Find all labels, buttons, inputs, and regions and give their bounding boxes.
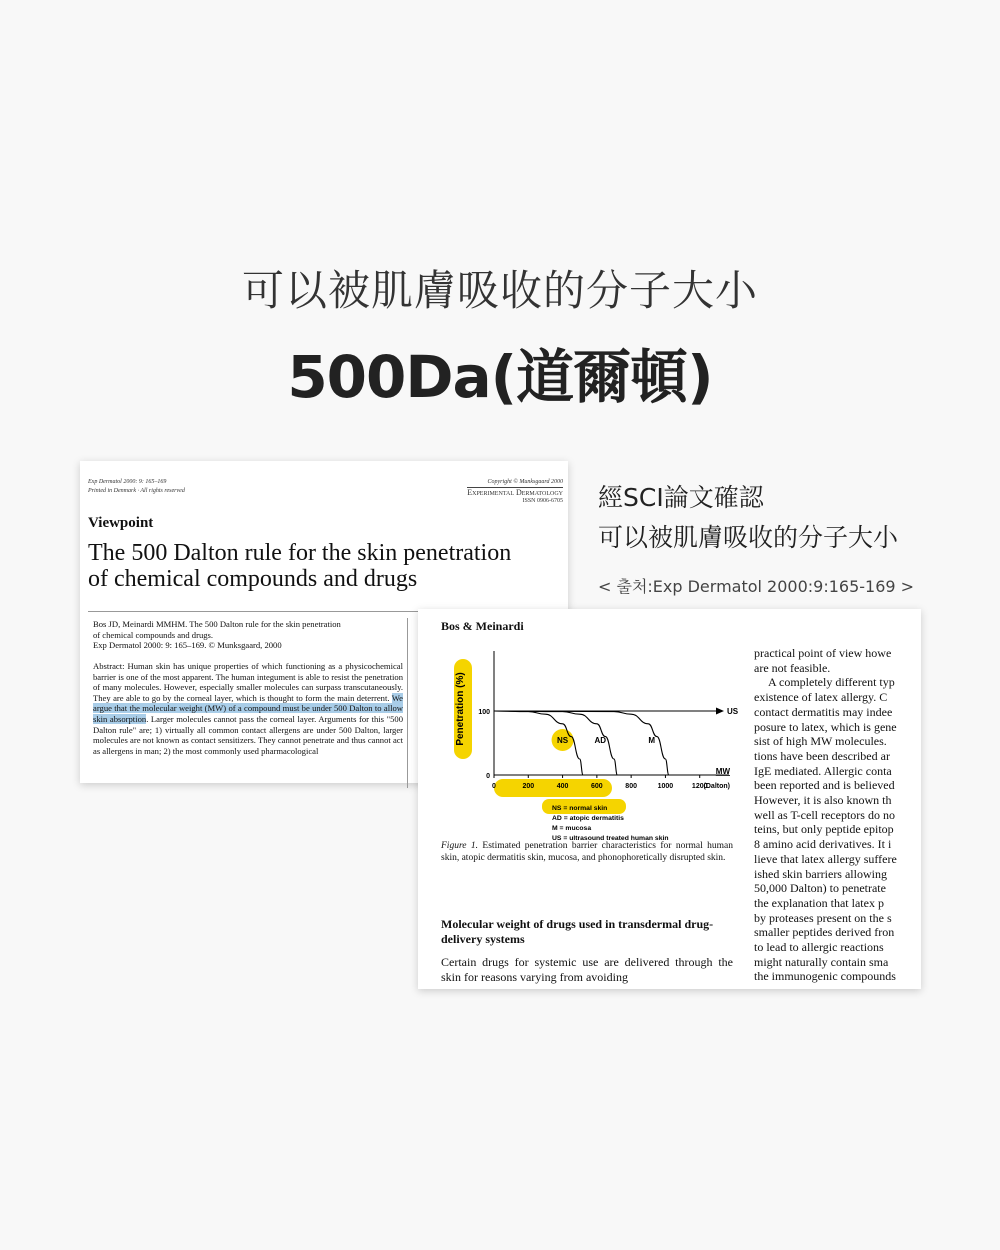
journal-rights-line: Printed in Denmark · All rights reserved (88, 488, 185, 494)
legend-entry: AD = atopic dermatitis (552, 815, 624, 822)
right-column-line: the explanation that latex p (754, 895, 884, 910)
right-column-line: well as T-cell receptors do no (754, 807, 895, 822)
source-citation: < 출처:Exp Dermatol 2000:9:165-169 > (598, 577, 915, 596)
column-divider (407, 618, 408, 788)
section-label: Viewpoint (88, 515, 154, 531)
x-tick-label: 800 (625, 783, 637, 790)
legend-entry: US = ultrasound treated human skin (552, 835, 669, 842)
side-caption-line: 經SCI論文確認 (598, 483, 764, 512)
right-column-line: by proteases present on the s (754, 910, 892, 925)
right-column-line: tions have been described ar (754, 748, 890, 763)
right-column-line: teins, but only peptide epitop (754, 822, 894, 837)
x-tick-label: 0 (492, 783, 496, 790)
right-column-line: 50,000 Dalton) to penetrate (754, 881, 886, 896)
series-label-us: US (727, 707, 739, 716)
y-tick-label: 100 (478, 709, 490, 716)
x-axis-unit: (Dalton) (703, 783, 730, 790)
y-tick-label: 0 (486, 773, 490, 780)
right-column-line: sist of high MW molecules. (754, 734, 887, 749)
right-column-line: been reported and is believed (754, 778, 895, 793)
reference-citation (93, 619, 403, 651)
x-axis-label: MW (715, 767, 730, 776)
right-column-line: lieve that latex allergy suffere (754, 851, 897, 866)
journal-name: Experimental Dermatology (467, 488, 563, 497)
citation-line: Exp Dermatol 2000: 9: 165–169. © Munksgaard, 2000 (93, 640, 282, 650)
abstract-text (93, 661, 403, 756)
series-label-ad: AD (594, 736, 607, 745)
x-tick-label: 600 (591, 783, 603, 790)
right-column-line: IgE mediated. Allergic conta (754, 763, 892, 778)
figure-caption (441, 840, 733, 864)
x-tick-label: 400 (556, 783, 569, 790)
abstract-part: . Larger molecules cannot pass the corneal layer. Arguments for this "500 Dalton rule" are; 1) virtually all common contact allergens are under 500 Dalton, larger molecules are not known as contact sensitizers. They cannot penetrate and thus cannot act as allergens in man; 2) the most commonly used pharmacological (93, 713, 403, 756)
right-column-line: practical point of view howe (754, 646, 892, 660)
paper-title (88, 540, 563, 592)
journal-header-right (467, 478, 563, 506)
copyright-line: Copyright © Munksgaard 2000 (467, 478, 563, 488)
highlighted-sentence: We argue that the molecular weight (MW) of a compound must be under 500 Dalton to allow skin absorption (93, 692, 403, 724)
section-subheading: Molecular weight of drugs used in transdermal drug-delivery systems (441, 917, 714, 946)
side-caption-line: 可以被肌膚吸收的分子大小 (598, 523, 899, 552)
right-column-line: 8 amino acid derivatives. It i (754, 837, 892, 852)
series-label-ns: NS (557, 736, 569, 745)
right-column-line: contact dermatitis may indee (754, 704, 893, 719)
right-column-line: ished skin barriers allowing (754, 866, 887, 881)
figure-caption-label: Figure 1. (441, 841, 479, 851)
right-column-line: smaller peptides derived fron (754, 925, 895, 940)
running-header: Bos & Meinardi (441, 619, 524, 633)
paper-figure-page-image (418, 609, 921, 989)
legend-entry: NS = normal skin (552, 805, 608, 812)
side-caption (598, 478, 898, 558)
journal-header-left (88, 478, 185, 496)
figure-caption-text: Estimated penetration barrier characteristics for normal human skin, atopic dermatitis skin, mucosa, and phonophoretically disrupted skin. (441, 841, 733, 863)
right-column-line: However, it is also known th (754, 793, 892, 808)
issn-line: ISSN 0906-6705 (522, 498, 563, 504)
citation-line: Bos JD, Meinardi MMHM. The 500 Dalton rule for the skin penetration (93, 619, 341, 629)
legend-entry: M = mucosa (552, 825, 592, 832)
right-column-line: posure to latex, which is gene (754, 719, 897, 734)
right-column-line: to lead to allergic reactions (754, 940, 884, 955)
y-axis-label: Penetration (%) (455, 672, 466, 746)
right-column-line: are not feasible. (754, 660, 831, 675)
journal-citation-line: Exp Dermatol 2000: 9: 165–169 (88, 479, 167, 485)
headline-secondary: 500Da(道爾頓) (287, 343, 713, 411)
headline-primary: 可以被肌膚吸收的分子大小 (241, 266, 758, 315)
series-label-m: M (648, 736, 656, 745)
right-column-text (754, 646, 934, 984)
us-arrowhead (716, 708, 724, 715)
paper-title-line: of chemical compounds and drugs (88, 566, 418, 592)
right-column-line: might naturally contain sma (754, 954, 889, 969)
x-tick-label: 1000 (657, 783, 674, 790)
right-column-line: A completely different typ (768, 675, 895, 690)
x-tick-label: 1200 (691, 783, 708, 790)
body-text: Certain drugs for systemic use are delivered through the skin for reasons varying from avoiding (441, 955, 733, 984)
abstract-part: Abstract: Human skin has unique properties of which functioning as a physicochemical barrier is one of the most apparent. The human integument is able to resist the penetration of many molecules. However, especially smaller molecules can surpass transcutaneously. They are able to go by the corneal layer, which is thought to form the main deterrent. (93, 661, 403, 703)
right-column-line: the immunogenic compounds (754, 969, 896, 984)
right-column-line: existence of latex allergy. C (754, 690, 888, 705)
x-tick-label: 200 (522, 783, 535, 790)
paper-title-line: The 500 Dalton rule for the skin penetration (88, 540, 512, 566)
citation-line: of chemical compounds and drugs. (93, 629, 214, 640)
penetration-chart (434, 639, 739, 842)
